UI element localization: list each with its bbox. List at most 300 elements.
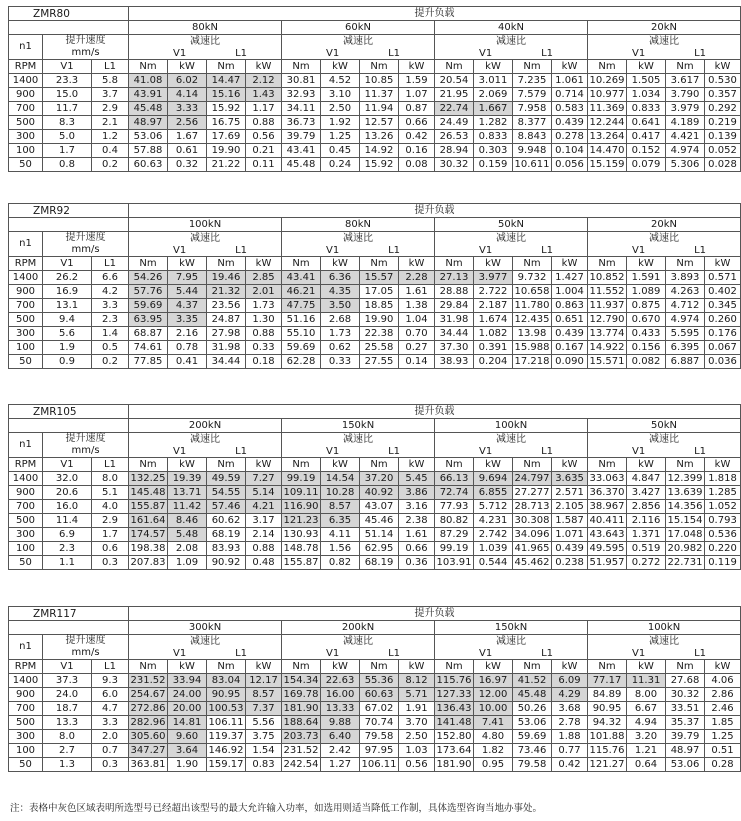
load-value: 200kN (129, 419, 282, 433)
table-cell: 0.292 (705, 102, 741, 116)
table-cell: 2.01 (246, 285, 282, 299)
table-cell: 0.51 (705, 744, 741, 758)
reduction-ratio-cell (282, 433, 435, 458)
table-row (9, 528, 741, 542)
table-cell: 11.42 (168, 500, 207, 514)
l1-text: L1 (541, 445, 554, 457)
table-cell: 0.176 (705, 327, 741, 341)
nm-label: Nm (513, 660, 552, 674)
table-cell: 0.41 (168, 355, 207, 369)
table-row (9, 116, 741, 130)
table-cell: 34.096 (514, 528, 550, 540)
table-cell: 198.38 (130, 542, 166, 554)
table-cell: 41.965 (514, 542, 550, 554)
table-cell: 1.90 (168, 758, 207, 772)
table-cell: 51.14 (360, 528, 399, 542)
table-cell: 16.75 (207, 116, 246, 130)
table-cell: 1.61 (399, 528, 435, 542)
table-cell: 347.27 (130, 744, 166, 756)
v1-speed-value: 23.3 (43, 74, 92, 88)
blank-cell (9, 621, 129, 635)
table-cell: 37.20 (360, 472, 399, 486)
v1-text: V1 (173, 244, 187, 256)
table-cell: 3.10 (321, 88, 360, 102)
kw-label: kW (552, 257, 588, 271)
table-cell: 1.54 (246, 744, 282, 758)
reduction-ratio-text: 减速比 (190, 433, 221, 445)
l1-speed-value: 3.3 (92, 299, 129, 313)
table-cell: 14.92 (360, 144, 399, 158)
table-cell: 0.62 (321, 341, 360, 355)
table-cell: 1.09 (168, 556, 207, 570)
table-row (9, 514, 741, 528)
l1-speed-value: 1.4 (92, 327, 129, 341)
table-cell: 43.41 (282, 144, 321, 158)
table-cell: 2.28 (399, 271, 435, 285)
l1-speed-value: 0.5 (92, 341, 129, 355)
table-row (9, 556, 741, 570)
table-cell: 0.21 (246, 144, 282, 158)
table-cell: 0.95 (474, 758, 513, 772)
table-cell: 4.421 (666, 130, 705, 144)
kw-label: kW (705, 60, 741, 74)
table-cell: 2.12 (246, 74, 282, 88)
table-cell: 48.97 (129, 116, 168, 130)
table-cell: 4.80 (474, 730, 513, 744)
table-cell: 33.94 (168, 674, 207, 688)
kw-label: kW (705, 660, 741, 674)
l1-text: L1 (694, 445, 707, 457)
l1-label: L1 (92, 458, 129, 472)
v1-speed-value: 6.9 (43, 528, 92, 542)
table-cell: 13.33 (321, 702, 360, 716)
table-cell: 12.57 (360, 116, 399, 130)
table-cell: 27.68 (666, 674, 705, 688)
table-cell: 3.68 (552, 702, 588, 716)
rpm-value: 1400 (9, 472, 43, 486)
nm-label: Nm (435, 660, 474, 674)
table-cell: 0.238 (552, 556, 588, 570)
table-cell: 0.42 (399, 130, 435, 144)
table-cell: 154.34 (283, 674, 319, 686)
reduction-ratio-cell (588, 433, 741, 458)
table-cell: 12.790 (589, 313, 625, 325)
table-cell: 0.082 (627, 355, 666, 369)
table-cell: 2.50 (399, 730, 435, 744)
l1-text: L1 (541, 244, 553, 256)
l1-speed-value: 5.1 (92, 486, 129, 500)
table-cell: 19.39 (168, 472, 207, 486)
table-cell: 77.85 (129, 355, 168, 369)
v1-speed-value: 8.3 (43, 116, 92, 130)
table-cell: 24.797 (514, 472, 550, 484)
blank-cell (9, 21, 129, 35)
reduction-ratio-text: 减速比 (190, 35, 220, 47)
table-cell: 19.46 (207, 271, 246, 285)
reduction-ratio-cell (588, 35, 741, 60)
table-row (9, 102, 741, 116)
table-cell: 8.57 (246, 688, 282, 702)
table-cell: 43.91 (129, 88, 168, 102)
table-cell: 11.937 (589, 299, 625, 311)
table-cell: 106.11 (208, 716, 244, 728)
table-cell: 6.67 (627, 702, 666, 716)
speed-unit-text: mm/s (71, 244, 100, 255)
rpm-value: 300 (9, 130, 43, 144)
speed-unit-text: mm/s (71, 445, 100, 456)
table-cell: 1.73 (321, 327, 360, 341)
table-cell: 0.42 (552, 758, 588, 772)
table-cell: 18.85 (360, 299, 399, 313)
table-cell: 37.30 (435, 341, 474, 355)
v1-speed-value: 13.1 (43, 299, 92, 313)
table-cell: 1.56 (321, 542, 360, 556)
table-cell: 3.35 (168, 313, 207, 327)
nm-label: Nm (207, 257, 246, 271)
speed-unit-text: mm/s (71, 647, 100, 658)
load-value: 100kN (588, 621, 741, 635)
table-cell: 8.00 (627, 688, 666, 702)
table-cell: 14.356 (667, 500, 703, 512)
spec-table-zmr92 (8, 203, 737, 369)
spec-table-zmr80 (8, 6, 737, 172)
table-cell: 5.14 (246, 486, 282, 500)
table-cell: 34.44 (207, 355, 246, 369)
v1-text: V1 (479, 244, 493, 256)
table-cell: 2.722 (474, 285, 513, 299)
kw-label: kW (399, 60, 435, 74)
table-cell: 1.25 (321, 130, 360, 144)
table-cell: 19.90 (207, 144, 246, 158)
table-cell: 53.06 (513, 716, 552, 730)
table-cell: 31.98 (207, 341, 246, 355)
table-cell: 231.52 (130, 674, 166, 686)
rpm-value: 1400 (9, 271, 43, 285)
reduction-ratio-text: 减速比 (343, 635, 374, 647)
speed-unit-text: mm/s (71, 47, 100, 58)
table-cell: 2.56 (168, 116, 207, 130)
table-cell: 3.635 (552, 472, 588, 486)
rpm-value: 50 (9, 556, 43, 570)
table-cell: 17.05 (360, 285, 399, 299)
table-cell: 39.79 (666, 730, 705, 744)
l1-text: L1 (235, 445, 248, 457)
model-name: ZMR105 (9, 405, 129, 419)
table-cell: 1.85 (705, 716, 741, 730)
v1-speed-value: 1.7 (43, 144, 92, 158)
table-cell: 2.14 (246, 528, 282, 542)
nm-label: Nm (207, 660, 246, 674)
table-cell: 80.82 (435, 514, 474, 528)
table-cell: 90.95 (207, 688, 246, 702)
table-cell: 11.552 (589, 285, 625, 297)
table-cell: 0.33 (246, 341, 282, 355)
table-cell: 57.88 (129, 144, 168, 158)
table-cell: 3.790 (666, 88, 705, 102)
table-cell: 4.189 (666, 116, 705, 130)
table-cell: 51.957 (589, 556, 625, 568)
table-cell: 0.303 (474, 144, 513, 158)
table-row (9, 327, 741, 341)
table-cell: 0.833 (627, 102, 666, 116)
table-cell: 1.082 (474, 327, 513, 341)
table-cell: 2.069 (474, 88, 513, 102)
rpm-value: 900 (9, 486, 43, 500)
table-cell: 12.435 (514, 313, 550, 325)
lift-speed-text: 提升速度 (65, 635, 106, 646)
v1-speed-value: 1.1 (43, 556, 92, 570)
rpm-value: 300 (9, 730, 43, 744)
table-cell: 45.462 (514, 556, 550, 568)
table-cell: 0.159 (474, 158, 513, 172)
n1-label: n1 (9, 232, 43, 257)
table-cell: 0.583 (552, 102, 588, 116)
table-cell: 17.218 (514, 355, 550, 367)
l1-speed-value: 6.6 (92, 271, 129, 285)
table-cell: 2.50 (321, 102, 360, 116)
table-cell: 3.617 (666, 74, 705, 88)
table-cell: 1.67 (168, 130, 207, 144)
lift-speed-label (43, 433, 129, 458)
table-cell: 53.06 (129, 130, 168, 144)
table-cell: 28.88 (435, 285, 474, 299)
nm-label: Nm (282, 660, 321, 674)
table-cell: 50.26 (513, 702, 552, 716)
nm-label: Nm (129, 458, 168, 472)
table-cell: 30.32 (435, 158, 474, 172)
table-cell: 1.061 (552, 74, 588, 88)
table-cell: 28.713 (514, 500, 550, 512)
l1-speed-value: 5.8 (92, 74, 129, 88)
kw-label: kW (246, 458, 282, 472)
table-cell: 99.19 (282, 472, 321, 486)
table-cell: 34.44 (435, 327, 474, 341)
table-cell: 272.86 (130, 702, 166, 714)
v1-speed-value: 5.0 (43, 130, 92, 144)
rpm-value: 50 (9, 758, 43, 772)
reduction-ratio-cell (588, 232, 741, 257)
table-cell: 20.54 (435, 74, 474, 88)
table-cell: 15.988 (514, 341, 550, 353)
table-cell: 1.427 (552, 271, 588, 285)
table-cell: 45.48 (129, 102, 168, 116)
v1-text: V1 (173, 647, 187, 659)
nm-label: Nm (435, 60, 474, 74)
table-cell: 174.57 (130, 528, 166, 540)
table-cell: 30.308 (514, 514, 550, 526)
l1-speed-value: 2.9 (92, 514, 129, 528)
table-cell: 68.19 (207, 528, 246, 542)
table-cell: 73.46 (513, 744, 552, 758)
table-cell: 1.039 (474, 542, 513, 556)
table-cell: 0.220 (705, 542, 741, 556)
n1-label: n1 (9, 635, 43, 660)
table-cell: 3.50 (321, 299, 360, 313)
table-cell: 13.26 (360, 130, 399, 144)
load-value: 60kN (282, 21, 435, 35)
table-cell: 5.306 (666, 158, 705, 172)
table-cell: 3.979 (666, 102, 705, 116)
table-cell: 6.02 (168, 74, 207, 88)
table-cell: 14.470 (589, 144, 625, 156)
table-cell: 0.530 (705, 74, 741, 88)
model-name: ZMR117 (9, 607, 129, 621)
table-cell: 21.32 (207, 285, 246, 299)
table-row (9, 472, 741, 486)
table-cell: 10.00 (474, 702, 513, 716)
v1-speed-value: 1.9 (43, 341, 92, 355)
table-row (9, 271, 741, 285)
table-cell: 5.71 (399, 688, 435, 702)
table-cell: 0.714 (552, 88, 588, 102)
nm-label: Nm (588, 257, 627, 271)
table-cell: 77.93 (435, 500, 474, 514)
table-cell: 121.23 (283, 514, 319, 526)
v1-speed-value: 11.4 (43, 514, 92, 528)
table-row (9, 313, 741, 327)
table-cell: 59.69 (129, 299, 168, 313)
table-row (9, 130, 741, 144)
table-cell: 173.64 (436, 744, 472, 756)
table-cell: 0.079 (627, 158, 666, 172)
table-cell: 1.21 (627, 744, 666, 758)
rpm-value: 500 (9, 514, 43, 528)
table-cell: 1.674 (474, 313, 513, 327)
table-cell: 62.95 (360, 542, 399, 556)
l1-text: L1 (388, 244, 400, 256)
kw-label: kW (168, 458, 207, 472)
table-cell: 10.28 (321, 486, 360, 500)
v1-text: V1 (326, 47, 340, 59)
table-cell: 0.32 (168, 158, 207, 172)
reduction-ratio-cell (129, 635, 282, 660)
table-cell: 0.87 (399, 102, 435, 116)
nm-label: Nm (513, 257, 552, 271)
table-cell: 29.84 (435, 299, 474, 313)
l1-speed-value: 0.4 (92, 144, 129, 158)
table-cell: 2.78 (552, 716, 588, 730)
table-cell: 27.55 (360, 355, 399, 369)
table-row (9, 486, 741, 500)
table-cell: 13.774 (589, 327, 625, 339)
l1-speed-value: 0.3 (92, 758, 129, 772)
table-cell: 10.269 (589, 74, 625, 86)
table-cell: 0.83 (246, 758, 282, 772)
nm-label: Nm (588, 60, 627, 74)
nm-label: Nm (666, 257, 705, 271)
table-cell: 146.92 (208, 744, 244, 756)
lift-speed-text: 提升速度 (65, 433, 106, 444)
load-value: 20kN (588, 218, 741, 232)
table-cell: 0.82 (321, 556, 360, 570)
table-cell: 46.21 (282, 285, 321, 299)
kw-label: kW (552, 60, 588, 74)
kw-label: kW (474, 60, 513, 74)
nm-label: Nm (513, 458, 552, 472)
table-cell: 6.887 (666, 355, 705, 369)
blank-cell (9, 218, 129, 232)
table-cell: 0.66 (399, 542, 435, 556)
kw-label: kW (399, 257, 435, 271)
table-cell: 1.25 (705, 730, 741, 744)
table-cell: 45.48 (282, 158, 321, 172)
reduction-ratio-text: 减速比 (649, 635, 680, 647)
table-cell: 3.75 (246, 730, 282, 744)
table-cell: 60.62 (207, 514, 246, 528)
table-cell: 99.19 (435, 542, 474, 556)
nm-label: Nm (129, 60, 168, 74)
table-cell: 5.48 (168, 528, 207, 542)
v1-speed-value: 18.7 (43, 702, 92, 716)
table-cell: 43.643 (589, 528, 625, 540)
rpm-value: 100 (9, 144, 43, 158)
table-cell: 2.42 (321, 744, 360, 758)
table-cell: 8.377 (513, 116, 552, 130)
table-cell: 5.44 (168, 285, 207, 299)
table-cell: 0.18 (246, 355, 282, 369)
table-cell: 0.156 (627, 341, 666, 355)
table-cell: 4.94 (627, 716, 666, 730)
table-cell: 4.974 (666, 313, 705, 327)
kw-label: kW (627, 458, 666, 472)
table-cell: 2.86 (705, 688, 741, 702)
table-cell: 38.93 (435, 355, 474, 369)
reduction-ratio-text: 减速比 (496, 433, 527, 445)
kw-label: kW (474, 257, 513, 271)
table-cell: 0.056 (552, 158, 588, 172)
table-cell: 36.73 (282, 116, 321, 130)
table-cell: 40.92 (360, 486, 399, 500)
table-cell: 4.263 (666, 285, 705, 299)
table-cell: 22.731 (667, 556, 703, 568)
reduction-ratio-cell (282, 35, 435, 60)
l1-text: L1 (694, 244, 706, 256)
table-cell: 8.12 (399, 674, 435, 688)
table-cell: 5.595 (666, 327, 705, 341)
rpm-value: 100 (9, 744, 43, 758)
table-cell: 24.00 (168, 688, 207, 702)
table-cell: 1.17 (246, 102, 282, 116)
table-cell: 0.833 (474, 130, 513, 144)
table-cell: 2.187 (474, 299, 513, 313)
table-cell: 24.49 (435, 116, 474, 130)
table-cell: 11.37 (360, 88, 399, 102)
kw-label: kW (321, 257, 360, 271)
table-cell: 169.78 (283, 688, 319, 700)
table-cell: 0.417 (627, 130, 666, 144)
table-cell: 34.11 (282, 102, 321, 116)
table-cell: 68.87 (129, 327, 168, 341)
table-cell: 0.536 (705, 528, 741, 542)
table-cell: 87.29 (435, 528, 474, 542)
table-cell: 53.06 (666, 758, 705, 772)
table-cell: 6.40 (321, 730, 360, 744)
table-cell: 0.204 (474, 355, 513, 369)
kw-label: kW (168, 60, 207, 74)
table-cell: 159.17 (208, 758, 244, 770)
table-cell: 20.982 (667, 542, 703, 554)
table-row (9, 716, 741, 730)
kw-label: kW (246, 60, 282, 74)
reduction-ratio-cell (129, 35, 282, 60)
table-cell: 28.94 (435, 144, 474, 158)
kw-label: kW (246, 660, 282, 674)
rpm-value: 50 (9, 355, 43, 369)
load-value: 150kN (282, 419, 435, 433)
nm-label: Nm (282, 257, 321, 271)
l1-text: L1 (235, 647, 248, 659)
table-row (9, 500, 741, 514)
